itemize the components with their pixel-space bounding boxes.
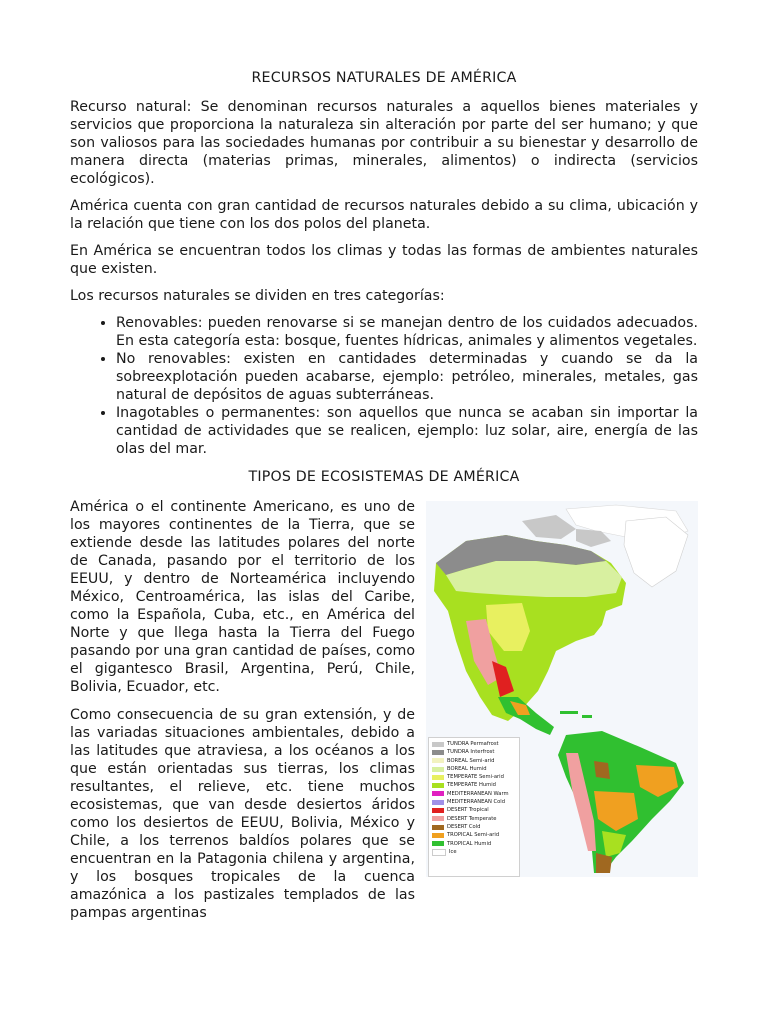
- legend-label: TEMPERATE Humid: [447, 782, 496, 789]
- paragraph-continent: América o el continente Americano, es uno de los mayores continentes de la Tierra, que se extiende desde las latitudes polares del norte de Canada, pasando por el territorio de los EEUU, y dentro de Norteamérica incluyendo México, Centroamérica, las islas del Caribe, como la Española, Cuba, etc., en América del Norte y que llega hasta la Tierra del Fuego pasando por una gran cantidad de países, como el gigantesco Brasil, Argentina, Perú, Chile, Bolivia, Ecuador, etc.: [70, 499, 415, 695]
- paragraph-ecosystems: Como consecuencia de su gran extensión, y de las variadas situaciones ambientales, debido a las latitudes que atraviesa, a los océanos a los que están orientadas sus tierras, los climas resultantes, el relieve, etc. tiene muchos ecosistemas, que van desde desiertos áridos como los desiertos de EEUU, Bolivia, México y Chile, a los terrenos baldíos polares que se encuentran en la Patagonia chilena y argentina, y los bosques tropicales de la cuenca amazónica a los pastizales templados de las pampas argentinas: [70, 707, 415, 921]
- legend-swatch: [432, 767, 444, 772]
- legend-swatch: [432, 775, 444, 780]
- category-list: [70, 314, 698, 458]
- legend-entry: [432, 823, 519, 831]
- ecosystem-map: [426, 501, 698, 877]
- ecosystems-text: [70, 498, 415, 932]
- legend-label: Ice: [449, 848, 457, 855]
- legend-entry: [432, 757, 519, 765]
- legend-label: DESERT Cold: [447, 823, 481, 830]
- document-body: [70, 98, 698, 921]
- paragraph-climates: En América se encuentran todos los climas y todas las formas de ambientes naturales que existen.: [70, 243, 698, 277]
- list-item-inexhaustible: • Inagotables o permanentes: son aquellos que nunca se acaban sin importar la cantidad de actividades que se realicen, ejemplo: luz solar, aire, energía de las olas del mar.: [116, 404, 698, 458]
- legend-entry: [432, 748, 519, 756]
- legend-label: TROPICAL Humid: [447, 840, 492, 847]
- legend-entry: [432, 806, 519, 814]
- legend-swatch: [432, 750, 444, 755]
- legend-swatch: [432, 849, 446, 856]
- legend-entry: [432, 798, 519, 806]
- legend-label: TEMPERATE Semi-arid: [447, 774, 504, 781]
- legend-swatch: [432, 825, 444, 830]
- legend-label: DESERT Tropical: [447, 807, 489, 814]
- legend-label: BOREAL Humid: [447, 765, 487, 772]
- legend-label: TROPICAL Semi-arid: [447, 832, 500, 839]
- page-title: RECURSOS NATURALES DE AMÉRICA: [251, 70, 517, 86]
- legend-swatch: [432, 783, 444, 788]
- legend-label: MEDITERRANEAN Cold: [447, 799, 506, 806]
- legend-swatch: [432, 833, 444, 838]
- legend-swatch: [432, 758, 444, 763]
- legend-entry: [432, 815, 519, 823]
- paragraph-resources: América cuenta con gran cantidad de recursos naturales debido a su clima, ubicación y la relación que tiene con los dos polos del planeta.: [70, 198, 698, 232]
- legend-label: DESERT Temperate: [447, 815, 497, 822]
- legend-swatch: [432, 800, 444, 805]
- legend-swatch: [432, 742, 444, 747]
- legend-label: BOREAL Semi-arid: [447, 757, 495, 764]
- legend-swatch: [432, 791, 444, 796]
- map-legend: [428, 737, 520, 877]
- legend-label: TUNDRA Permafrost: [447, 741, 499, 747]
- legend-entry: [432, 765, 519, 773]
- paragraph-categories: Los recursos naturales se dividen en tres categorías:: [70, 288, 445, 304]
- ecosystems-section: [70, 498, 698, 921]
- section-title: TIPOS DE ECOSISTEMAS DE AMÉRICA: [248, 469, 520, 485]
- legend-swatch: [432, 841, 444, 846]
- legend-entry: [432, 740, 519, 748]
- legend-entry: [432, 840, 519, 848]
- legend-label: MEDITERRANEAN Warm: [447, 790, 509, 797]
- legend-entry: [432, 848, 519, 856]
- legend-swatch: [432, 816, 444, 821]
- legend-entry: [432, 781, 519, 789]
- list-item-nonrenewable: • No renovables: existen en cantidades determinadas y cuando se da la sobreexplotación pueden acabarse, ejemplo: petróleo, minerales, metales, gas natural de depósitos de aguas subterráneas.: [116, 350, 698, 404]
- legend-label: TUNDRA Interfrost: [447, 749, 495, 756]
- legend-entry: [432, 790, 519, 798]
- paragraph-definition: Recurso natural: Se denominan recursos naturales a aquellos bienes materiales y servicios que proporciona la naturaleza sin alteración por parte del ser humano; y que son valiosos para las sociedades humanas por contribuir a su bienestar y desarrollo de manera directa (materias primas, minerales, alimentos) o indirecta (servicios ecológicos).: [70, 99, 698, 187]
- legend-entry: [432, 773, 519, 781]
- legend-entry: [432, 831, 519, 839]
- list-item-renewable: • Renovables: pueden renovarse si se manejan dentro de los cuidados adecuados. En esta categoría esta: bosque, fuentes hídricas, animales y alimentos vegetales.: [116, 314, 698, 350]
- legend-swatch: [432, 808, 444, 813]
